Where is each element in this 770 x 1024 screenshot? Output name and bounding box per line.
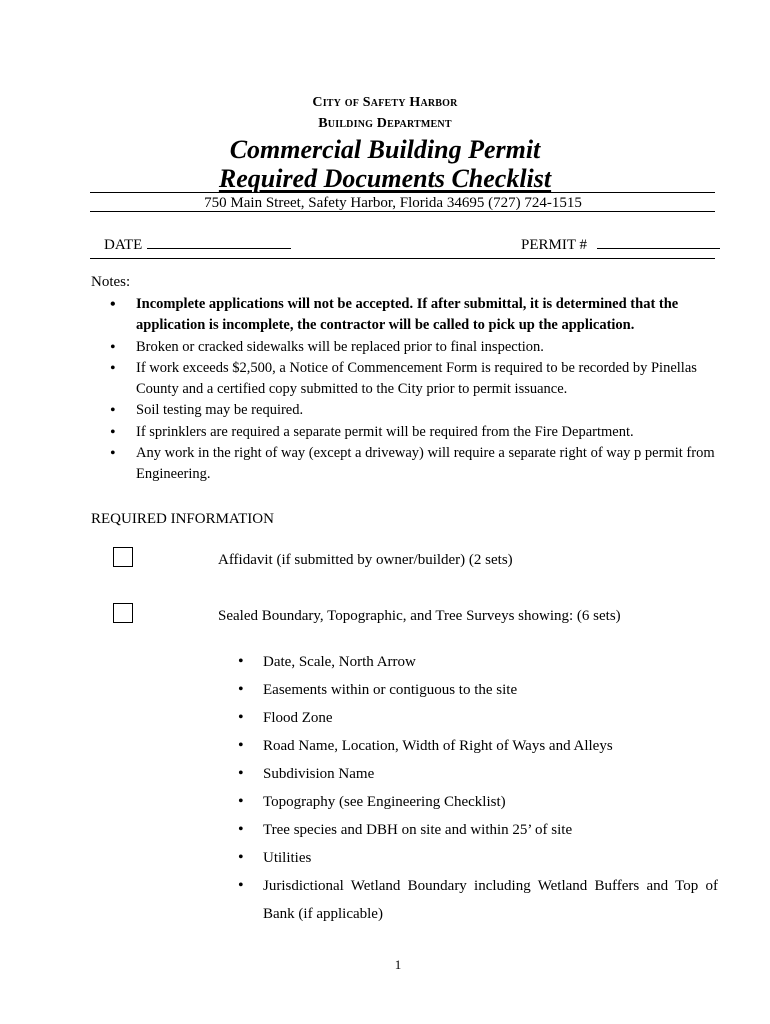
date-label: DATE	[104, 237, 143, 253]
affidavit-checkbox[interactable]	[113, 547, 133, 567]
fields-rule	[90, 258, 715, 259]
survey-subitem: • Subdivision Name	[238, 760, 718, 788]
survey-subitem: • Tree species and DBH on site and within 25’ of site	[238, 816, 718, 844]
notes-list	[108, 294, 728, 486]
note-item: • If work exceeds $2,500, a Notice of Commencement Form is required to be recorded by Pinellas County and a certified copy submitted to the City prior to permit issuance.	[108, 358, 728, 401]
department-name: Building Department	[318, 116, 452, 131]
date-field[interactable]	[147, 248, 291, 249]
survey-subitem: • Date, Scale, North Arrow	[238, 648, 718, 676]
survey-subitem: • Easements within or contiguous to the site	[238, 676, 718, 704]
surveys-label: Sealed Boundary, Topographic, and Tree Surveys showing: (6 sets)	[218, 608, 621, 624]
header-rule-top	[90, 192, 715, 193]
note-item: • Broken or cracked sidewalks will be replaced prior to final inspection.	[108, 337, 728, 358]
survey-subitem: • Topography (see Engineering Checklist)	[238, 788, 718, 816]
permit-number-field[interactable]	[597, 248, 720, 249]
permit-label: PERMIT #	[521, 237, 587, 253]
note-item: • Any work in the right of way (except a driveway) will require a separate right of way p permit from Engineering.	[108, 443, 728, 486]
affidavit-label: Affidavit (if submitted by owner/builder) (2 sets)	[218, 552, 513, 568]
form-subtitle: Required Documents Checklist	[218, 164, 552, 193]
survey-subitem: • Road Name, Location, Width of Right of Ways and Alleys	[238, 732, 718, 760]
survey-subitem: • Utilities	[238, 844, 718, 872]
survey-subitem: • Jurisdictional Wetland Boundary including Wetland Buffers and Top of Bank (if applicable)	[238, 872, 718, 928]
note-item: • Incomplete applications will not be accepted. If after submittal, it is determined that the application is incomplete, the contractor will be called to pick up the application.	[108, 294, 728, 337]
header-rule-bottom	[90, 211, 715, 212]
required-information-heading: REQUIRED INFORMATION	[91, 511, 274, 527]
page-number: 1	[394, 957, 402, 972]
surveys-checkbox[interactable]	[113, 603, 133, 623]
survey-subitem: • Flood Zone	[238, 704, 718, 732]
survey-requirements-list	[238, 648, 718, 928]
note-item: • Soil testing may be required.	[108, 400, 728, 421]
address-line: 750 Main Street, Safety Harbor, Florida 34695 (727) 724-1515	[204, 195, 582, 211]
note-item: • If sprinklers are required a separate permit will be required from the Fire Department.	[108, 422, 728, 443]
notes-label: Notes:	[91, 274, 131, 290]
city-name: City of Safety Harbor	[312, 95, 458, 110]
form-title: Commercial Building Permit	[229, 135, 541, 164]
